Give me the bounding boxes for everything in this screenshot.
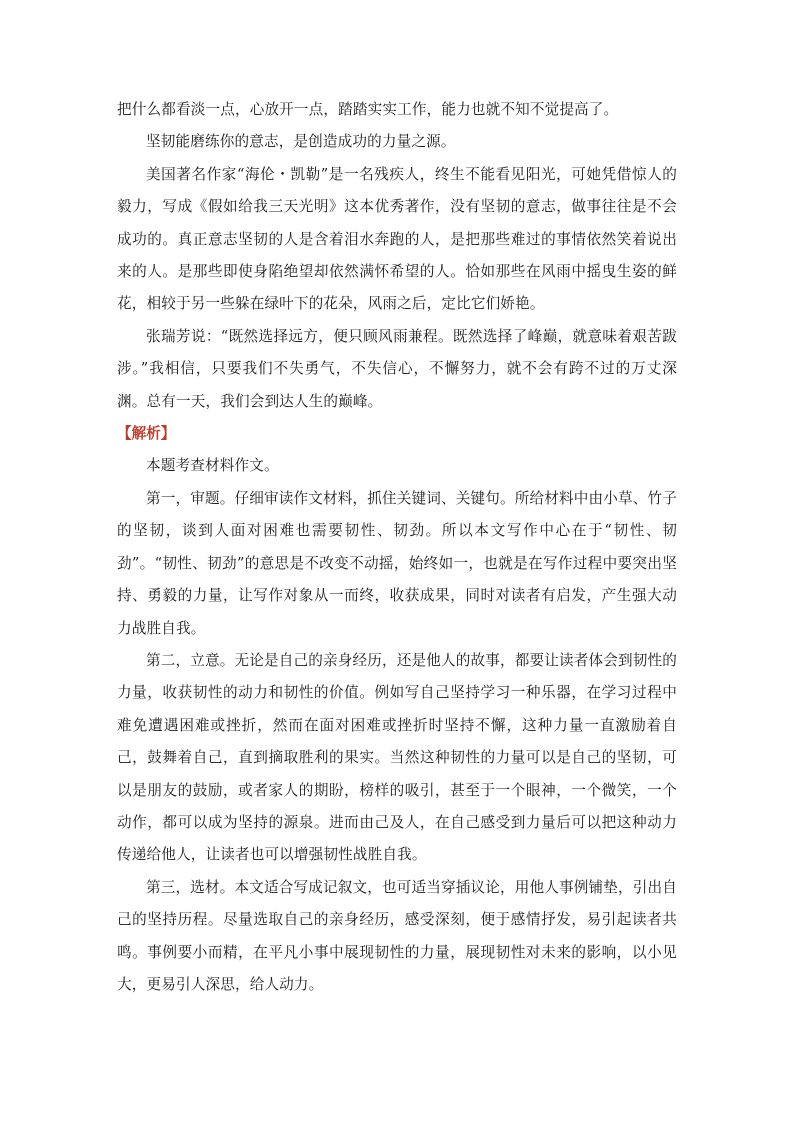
analysis-heading: 【解析】: [117, 425, 176, 443]
paragraph-thesis: 坚韧能磨练你的意志，是创造成功的力量之源。: [146, 133, 456, 151]
document-body: [117, 94, 677, 1001]
analysis-step-2: 第二，立意。无论是自己的亲身经历，还是他人的故事，都要让读者体会到韧性的力量，收获韧性的动力和韧性的价值。例如写自己坚持学习一种乐器，在学习过程中难免遭遇困难或挫折，然而在面对困难或挫折时坚持不懈，这种力量一直激励着自己，鼓舞着自己，直到摘取胜利的果实。当然这种韧性的力量可以是自己的坚韧，可以是朋友的鼓励，或者家人的期盼，榜样的吸引，甚至于一个眼神，一个微笑，一个动作，都可以成为坚持的源泉。进而由己及人，在自己感受到力量后可以把这种动力传递给他人，让读者也可以增强韧性战胜自我。: [117, 651, 677, 864]
paragraph-continuation: 把什么都看淡一点，心放开一点，踏踏实实工作，能力也就不知不觉提高了。: [117, 101, 619, 118]
analysis-intro: 本题考查材料作文。: [146, 457, 279, 475]
paragraph-helen-keller: 美国著名作家“海伦・凯勒”是一名残疾人，终生不能看见阳光，可她凭借惊人的毅力，写成《假如给我三天光明》这本优秀著作，没有坚韧的意志，做事往往是不会成功的。真正意志坚韧的人是含着泪水奔跑的人，是把那些难过的事情依然笑着说出来的人。是那些即使身陷绝望却依然满怀希望的人。恰如那些在风雨中摇曳生姿的鲜花，相较于另一些躲在绿叶下的花朵，风雨之后，定比它们娇艳。: [117, 165, 677, 313]
paragraph-zhang-ruifang: 张瑞芳说：“既然选择远方，便只顾风雨兼程。既然选择了峰巅，就意味着艰苦跋涉。”我相信，只要我们不失勇气，不失信心，不懈努力，就不会有跨不过的万丈深渊。总有一天，我们会到达人生的巅峰。: [117, 327, 677, 410]
analysis-step-1: 第一，审题。仔细审读作文材料，抓住关键词、关键句。所给材料中由小草、竹子的坚韧，谈到人面对困难也需要韧性、韧劲。所以本文写作中心在于“韧性、韧劲”。“韧性、韧劲”的意思是不改变不动摇，始终如一，也就是在写作过程中要突出坚持、勇毅的力量，让写作对象从一而终，收获成果，同时对读者有启发，产生强大动力战胜自我。: [117, 489, 677, 637]
analysis-step-3: 第三，选材。本文适合写成记叙文，也可适当穿插议论，用他人事例铺垫，引出自己的坚持历程。尽量选取自己的亲身经历，感受深刻，便于感情抒发，易引起读者共鸣。事例要小而精，在平凡小事中展现韧性的力量，展现韧性对未来的影响，以小见大，更易引人深思，给人动力。: [117, 878, 677, 993]
